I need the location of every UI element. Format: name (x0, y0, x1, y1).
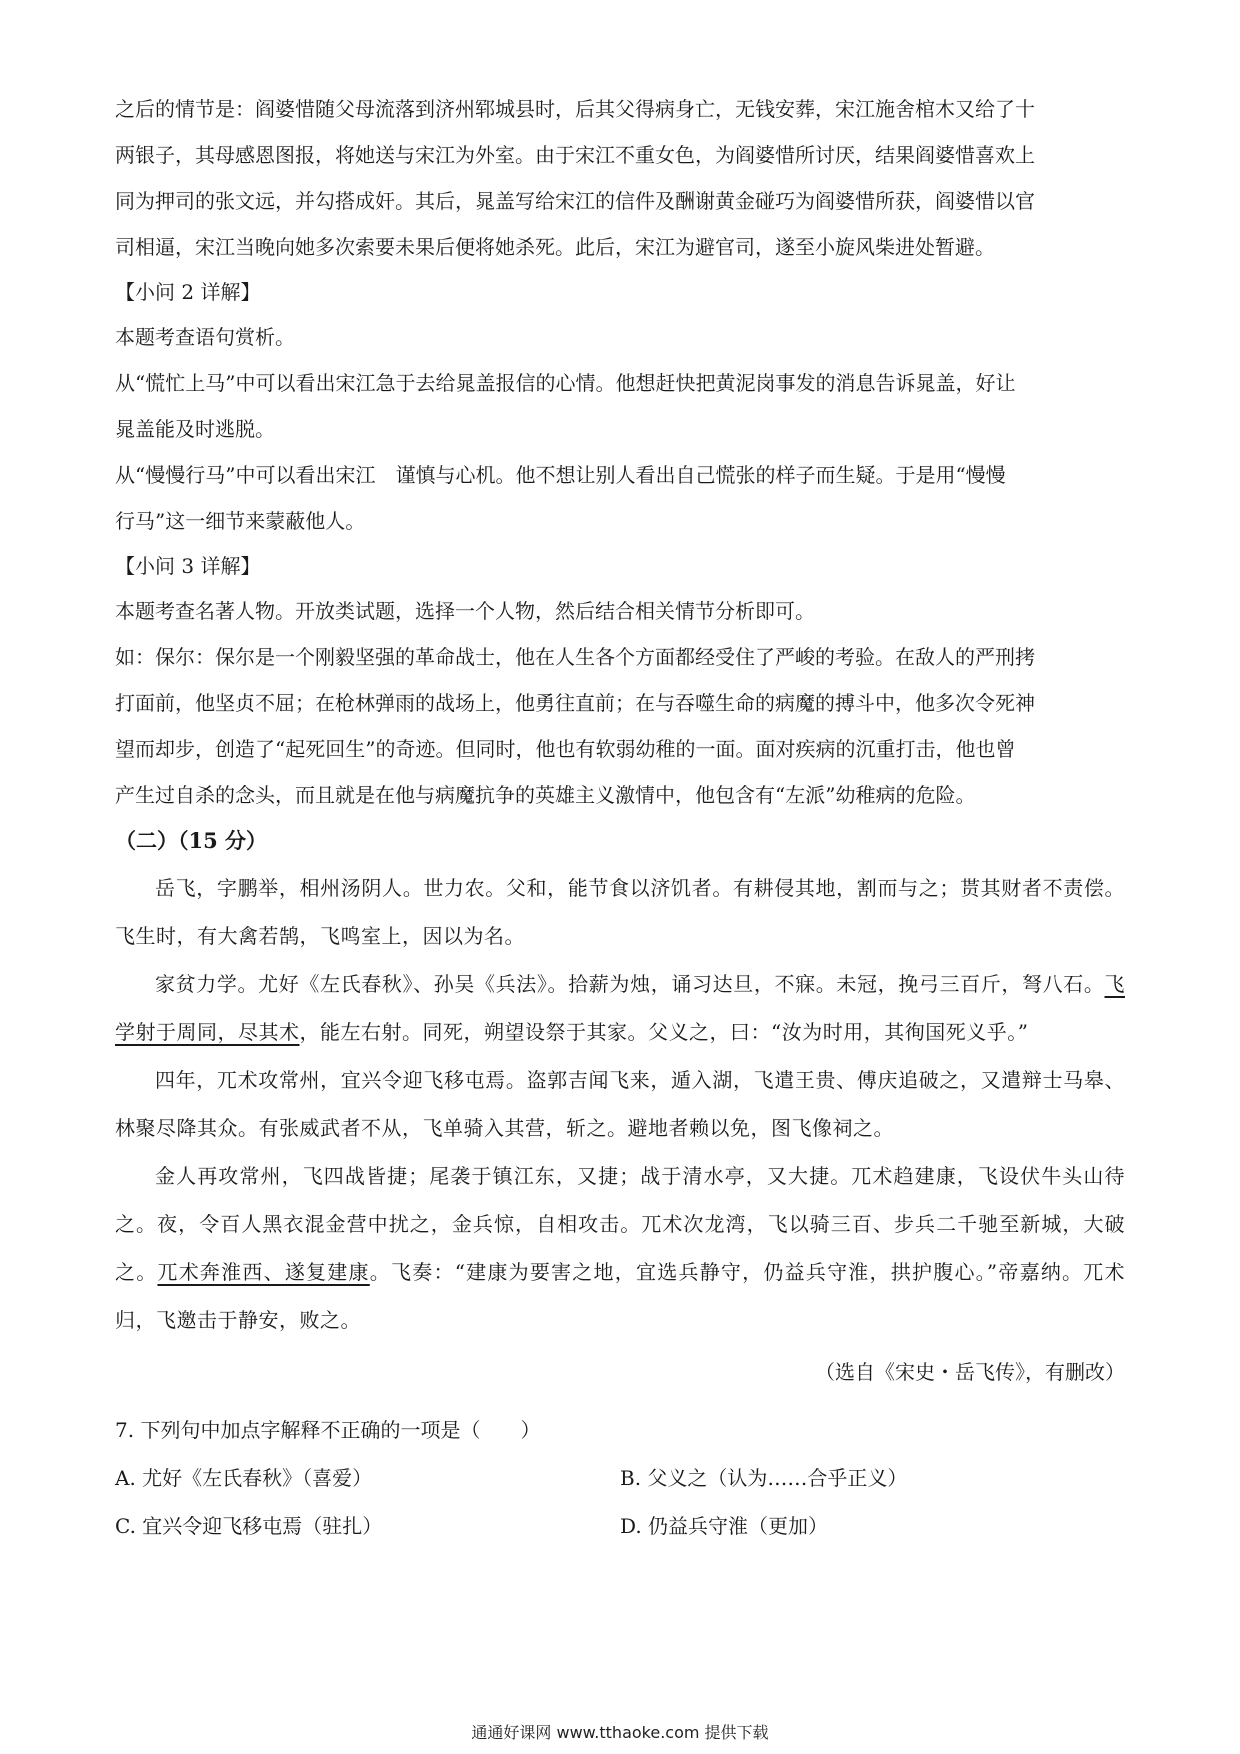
classical-paragraph-4 (115, 1152, 1125, 1344)
text-line: 晁盖能及时逃脱。 (115, 417, 275, 441)
text-line: 同为押司的张文远，并勾搭成奸。其后，晁盖写给宋江的信件及酬谢黄金碰巧为阎婆惜所获，阎婆惜以官 (115, 189, 1035, 213)
option-b: B. 父义之（认为……合乎正义） (620, 1466, 908, 1490)
text-line: 司相逼，宋江当晚向她多次索要未果后便将她杀死。此后，宋江为避官司，遂至小旋风柴进处暂避。 (115, 235, 995, 259)
underlined-sentence: 飞学射于周同，尽其术 (115, 972, 1125, 1044)
text-line: 行马”这一细节来蒙蔽他人。 (115, 509, 366, 533)
text-line: 如：保尔：保尔是一个刚毅坚强的革命战士，他在人生各个方面都经受住了严峻的考验。在敌人的严刑拷 (115, 645, 1035, 669)
text-line: 望而却步，创造了“起死回生”的奇迹。但同时，他也有软弱幼稚的一面。面对疾病的沉重打击，他也曾 (115, 737, 1016, 761)
question-7-options (115, 1454, 1125, 1550)
option-d: D. 仍益兵守淮（更加） (620, 1514, 829, 1538)
text-line: 打面前，他坚贞不屈；在枪林弹雨的战场上，他勇往直前；在与吞噬生命的病魔的搏斗中，他多次令死神 (115, 691, 1035, 715)
text-line: 产生过自杀的念头，而且就是在他与病魔抗争的英雄主义激情中，他包含有“左派”幼稚病的危险。 (115, 783, 976, 807)
classical-paragraph-3: 四年，兀术攻常州，宜兴令迎飞移屯焉。盗郭吉闻飞来，遁入湖，飞遣王贵、傅庆追破之，又遣辩士马皋、林聚尽降其众。有张威武者不从，飞单骑入其营，斩之。避地者赖以免，图飞像祠之。 (115, 1068, 1125, 1140)
text-span: 金人再攻常州，飞四战皆捷；尾袭于镇江东，又捷；战于清水亭，又大捷。兀术趋建康，飞设伏牛头山待之。夜，令百人黑衣混金营中扰之，金兵惊，自相攻击。兀术次龙湾，飞以骑三百、步兵二千驰至新城，大破之。 (115, 1164, 1125, 1284)
q3-header: 【小问 3 详解】 (115, 554, 261, 578)
classical-paragraph-1: 岳飞，字鹏举，相州汤阴人。世力农。父和，能节食以济饥者。有耕侵其地，割而与之；贳其财者不责偿。飞生时，有大禽若鹄，飞鸣室上，因以为名。 (115, 876, 1125, 948)
document-page (115, 86, 1125, 1550)
option-a: A. 尤好《左氏春秋》（喜爱） (115, 1466, 373, 1490)
text-span: 家贫力学。尤好《左氏春秋》、孙吴《兵法》。拾薪为烛，诵习达旦，不寐。未冠，挽弓三百斤，弩八石。 (155, 972, 1105, 996)
underlined-sentence: 兀术奔淮西、遂复建康 (157, 1260, 370, 1284)
classical-paragraph-2 (115, 960, 1125, 1056)
section-2-title: （二）（15 分） (115, 828, 268, 853)
q2-header: 【小问 2 详解】 (115, 280, 261, 304)
text-line: 两银子，其母感恩图报，将她送与宋江为外室。由于宋江不重女色，为阎婆惜所讨厌，结果阎婆惜喜欢上 (115, 143, 1035, 167)
text-line: 从“慌忙上马”中可以看出宋江急于去给晁盖报信的心情。他想赶快把黄泥岗事发的消息告诉晁盖，好让 (115, 371, 1016, 395)
text-line: 从“慢慢行马”中可以看出宋江 谨慎与心机。他不想让别人看出自己慌张的样子而生疑。于是用“慢慢 (115, 463, 1006, 487)
text-span: ，能左右射。同死，朔望设祭于其家。父义之，曰：“汝为时用，其徇国死义乎。” (299, 1020, 1029, 1044)
analysis-paragraph (115, 86, 1125, 270)
question-7-stem: 7. 下列句中加点字解释不正确的一项是（ ） (115, 1418, 541, 1442)
q3-intro: 本题考查名著人物。开放类试题，选择一个人物，然后结合相关情节分析即可。 (115, 599, 815, 623)
option-c: C. 宜兴令迎飞移屯焉（驻扎） (115, 1514, 383, 1538)
source-citation: （选自《宋史・岳飞传》，有删改） (815, 1360, 1125, 1384)
page-footer: 通通好课网 www.tthaoke.com 提供下载 (471, 1723, 769, 1742)
text-line: 之后的情节是：阎婆惜随父母流落到济州郓城县时，后其父得病身亡，无钱安葬，宋江施舍棺木又给了十 (115, 97, 1035, 121)
text-span: 。飞奏：“建康为要害之地，宜选兵静守，仍益兵守淮，拱护腹心。”帝嘉纳。兀术归，飞邀击于静安，败之。 (115, 1260, 1126, 1332)
q2-intro: 本题考查语句赏析。 (115, 325, 295, 349)
